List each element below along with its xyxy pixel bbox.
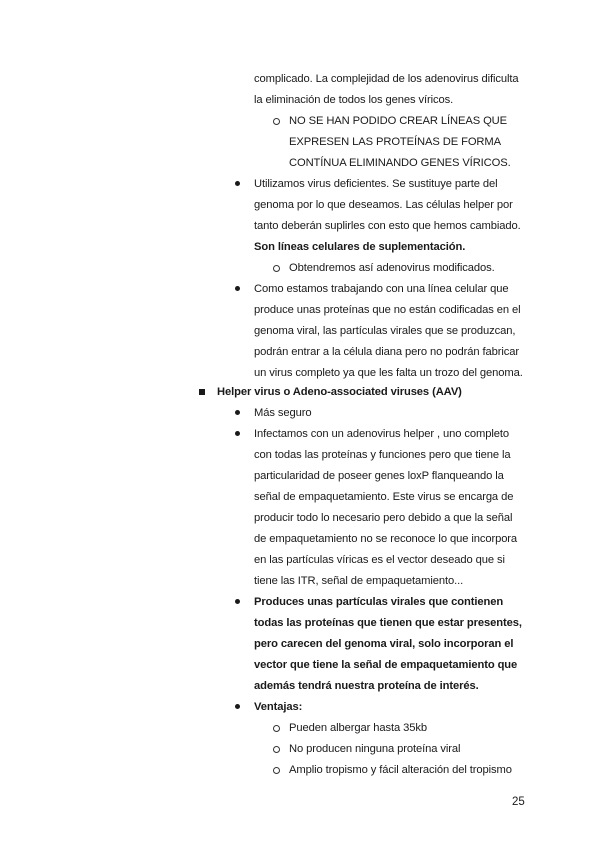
text-line: Como estamos trabajando con una línea celular que bbox=[254, 283, 509, 295]
circle-bullet-icon bbox=[273, 767, 280, 774]
text-line: produce unas proteínas que no están codificadas en el bbox=[254, 304, 521, 316]
text-line: complicado. La complejidad de los adenovirus dificulta bbox=[254, 73, 519, 85]
text-line: podrán entrar a la célula diana pero no podrán fabricar bbox=[254, 346, 520, 358]
text-line: producir todo lo necesario pero debido a que la señal bbox=[254, 512, 513, 524]
text-line: Utilizamos virus deficientes. Se sustituye parte del bbox=[254, 178, 498, 190]
text-line: de empaquetamiento no se reconoce lo que incorpora bbox=[254, 533, 518, 545]
text-line: Amplio tropismo y fácil alteración del tropismo bbox=[289, 764, 512, 776]
text-line-bold: todas las proteínas que tienen que estar presentes, bbox=[254, 617, 522, 629]
text-line-bold: vector que tiene la señal de empaquetamiento que bbox=[254, 659, 518, 671]
bullet-icon bbox=[235, 286, 240, 291]
section-heading: Helper virus o Adeno-associated viruses (AAV) bbox=[217, 386, 462, 398]
text-line: particularidad de poseer genes loxP flanqueando la bbox=[254, 470, 504, 482]
page-number: 25 bbox=[512, 796, 525, 808]
text-line: genoma por lo que deseamos. Las células helper por bbox=[254, 199, 513, 211]
bullet-icon bbox=[235, 181, 240, 186]
text-line-bold: Produces unas partículas virales que contienen bbox=[254, 596, 504, 608]
text-line: señal de empaquetamiento. Este virus se encarga de bbox=[254, 491, 514, 503]
bullet-icon bbox=[235, 704, 240, 709]
circle-bullet-icon bbox=[273, 725, 280, 732]
text-line: EXPRESEN LAS PROTEÍNAS DE FORMA bbox=[289, 136, 501, 148]
text-line-bold: Ventajas: bbox=[254, 701, 303, 713]
text-line: NO SE HAN PODIDO CREAR LÍNEAS QUE bbox=[289, 115, 508, 127]
text-line: CONTÍNUA ELIMINANDO GENES VÍRICOS. bbox=[289, 157, 511, 169]
text-line: tanto deberán suplirles con esto que hemos cambiado. bbox=[254, 220, 521, 232]
square-bullet-icon bbox=[199, 389, 205, 395]
text-line: un virus completo ya que les falta un trozo del genoma. bbox=[254, 367, 523, 379]
text-line-bold: pero carecen del genoma viral, solo incorporan el bbox=[254, 638, 514, 650]
text-line: la eliminación de todos los genes víricos. bbox=[254, 94, 454, 106]
text-line: Más seguro bbox=[254, 407, 312, 419]
bullet-icon bbox=[235, 599, 240, 604]
circle-bullet-icon bbox=[273, 118, 280, 125]
bullet-icon bbox=[235, 431, 240, 436]
text-line: con todas las proteínas y funciones pero que tiene la bbox=[254, 449, 511, 461]
text-line-bold: Son líneas celulares de suplementación. bbox=[254, 241, 466, 253]
text-line: genoma viral, las partículas virales que se produzcan, bbox=[254, 325, 516, 337]
text-line: Pueden albergar hasta 35kb bbox=[289, 722, 427, 734]
circle-bullet-icon bbox=[273, 746, 280, 753]
text-line-bold: además tendrá nuestra proteína de interés. bbox=[254, 680, 479, 692]
text-line: en las partículas víricas es el vector deseado que si bbox=[254, 554, 505, 566]
text-line: Obtendremos así adenovirus modificados. bbox=[289, 262, 495, 274]
circle-bullet-icon bbox=[273, 265, 280, 272]
text-line: Infectamos con un adenovirus helper , uno completo bbox=[254, 428, 509, 440]
bullet-icon bbox=[235, 410, 240, 415]
text-line: No producen ninguna proteína viral bbox=[289, 743, 461, 755]
text-line: tiene las ITR, señal de empaquetamiento... bbox=[254, 575, 464, 587]
